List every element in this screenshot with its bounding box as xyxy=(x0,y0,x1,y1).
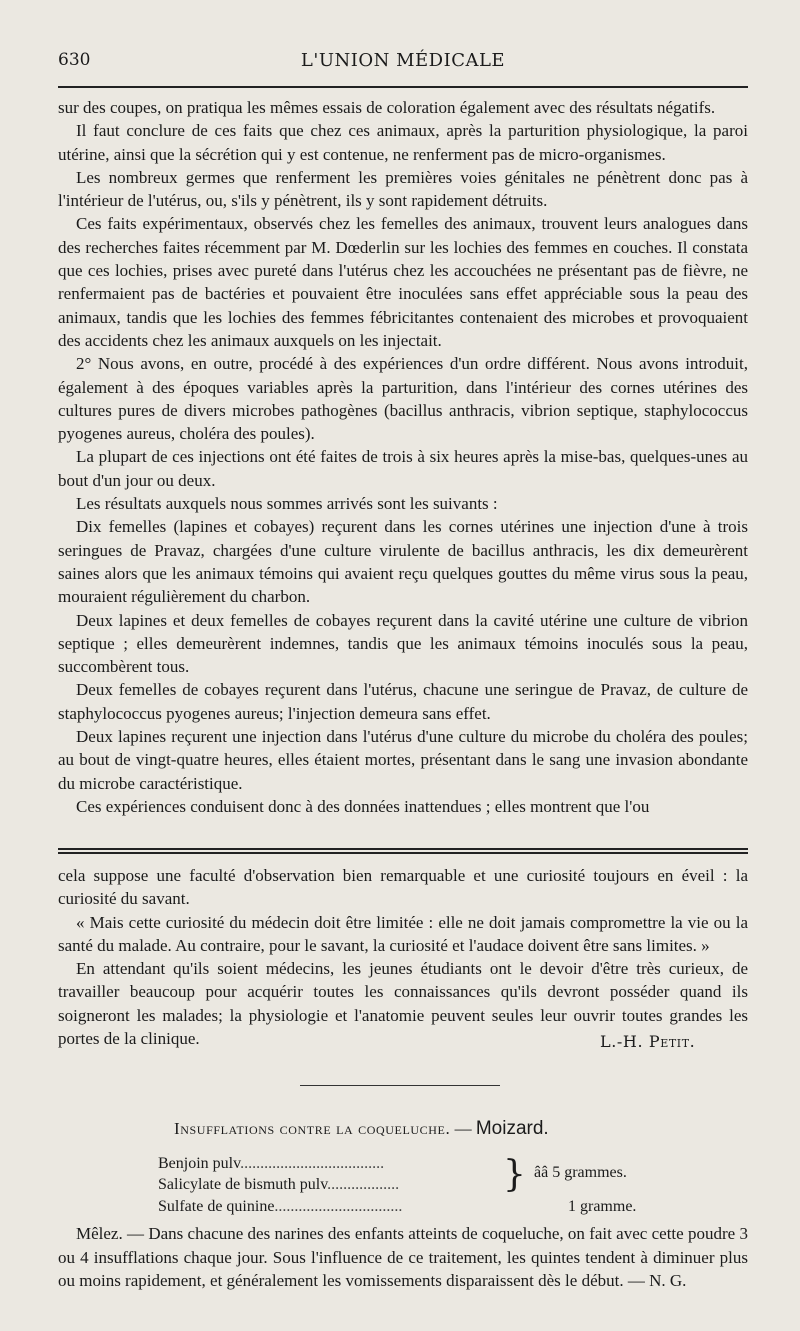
recipe-heading: Insufflations contre la coqueluche. xyxy=(174,1119,451,1138)
upper-article-text xyxy=(58,96,748,818)
paragraph: Il faut conclure de ces faits que chez ces animaux, après la parturition physiologique, la paroi utérine, ainsi que la sécrétion qui y est contenue, ne renferment pas de micro-organismes. xyxy=(58,121,748,164)
recipe-title xyxy=(174,1118,734,1140)
ingredient-name: Sulfate de quinine xyxy=(158,1198,275,1215)
page-header xyxy=(58,50,748,80)
ingredient-line xyxy=(158,1176,399,1194)
leader-dots: ................................ xyxy=(274,1198,403,1215)
ingredient-line xyxy=(158,1155,384,1173)
paragraph: Deux lapines et deux femelles de cobayes reçurent dans la cavité utérine une culture de vibrion septique ; elles demeurèrent indemnes, tandis que les animaux témoins inoculés sous la peau, succombèrent tous. xyxy=(58,610,748,677)
header-rule xyxy=(58,86,748,88)
paragraph: Ces expériences conduisent donc à des données inattendues ; elles montrent que l'ou xyxy=(76,796,650,816)
leader-dots: .................. xyxy=(327,1176,400,1193)
paragraph: « Mais cette curiosité du médecin doit être limitée : elle ne doit jamais compromettre la vie ou la santé du malade. Au contraire, pour le savant, la curiosité et l'audace doivent être sans limites. » xyxy=(58,912,748,955)
ingredient-name: Salicylate de bismuth pulv xyxy=(158,1176,328,1193)
paragraph: 2° Nous avons, en outre, procédé à des expériences d'un ordre différent. Nous avons introduit, également à des époques variables après la parturition, dans l'intérieur des cornes utérines des cultures pures de divers microbes pathogènes (bacillus anthracis, vibrion septique, staphylococcus pyogenes aureus, choléra des poules). xyxy=(58,354,748,444)
leader-dots: .................................... xyxy=(240,1155,385,1172)
paragraph: En attendant qu'ils soient médecins, les jeunes étudiants ont le devoir d'être très curieux, de travailler beaucoup pour acquérir toutes les connaissances qu'ils devront posséder quand ils soigneront les malades; la physiologie et l'anatomie peuvent seules leur ouvrir toutes grandes les portes de la clinique. xyxy=(58,959,748,1049)
ingredient-line xyxy=(158,1198,402,1216)
author-signature: L.-H. Petit. xyxy=(600,1032,696,1051)
shared-quantity: ââ 5 grammes. xyxy=(534,1164,627,1181)
paragraph: La plupart de ces injections ont été faites de trois à six heures après la mise-bas, quelques-unes au bout d'un jour ou deux. xyxy=(58,447,748,490)
paragraph: Les nombreux germes que renferment les premières voies génitales ne pénètrent donc pas à l'intérieur de l'utérus, ou, s'ils y pénètrent, ils y sont rapidement détruits. xyxy=(58,167,748,211)
curly-brace: } xyxy=(503,1154,526,1195)
recipe-author: Moizard. xyxy=(475,1118,549,1139)
paragraph: sur des coupes, on pratiqua les mêmes essais de coloration également avec des résultats négatifs. xyxy=(58,98,716,117)
recipe-dash: — xyxy=(454,1119,472,1138)
section-divider xyxy=(58,848,748,854)
paragraph: Les résultats auxquels nous sommes arrivés sont les suivants : xyxy=(76,494,498,514)
paragraph: Dix femelles (lapines et cobayes) reçurent dans les cornes utérines une injection d'une à trois seringues de Pravaz, chargées d'une culture virulente de bacillus anthracis, les dix demeurèrent saines alors que les animaux témoins qui avaient reçu quelques gouttes du même virus sous la peau, mouraient régulièrement du charbon. xyxy=(58,517,748,607)
paragraph: cela suppose une faculté d'observation bien remarquable et une curiosité toujours en éveil : la curiosité du savant. xyxy=(58,866,748,909)
recipe-instructions: Mêlez. — Dans chacune des narines des enfants atteints de coqueluche, on fait avec cette poudre 3 ou 4 insufflations chaque jour. Sous l'influence de ce traitement, les quintes tendent à diminuer plus ou moins rapidement, et généralement les vomissements disparaissent dès le début. — N. G. xyxy=(58,1224,748,1290)
journal-title: L'UNION MÉDICALE xyxy=(300,50,506,71)
page-number: 630 xyxy=(58,50,91,70)
short-divider xyxy=(300,1085,500,1086)
paragraph: Deux lapines reçurent une injection dans l'utérus d'une culture du microbe du choléra des poules; au bout de vingt-quatre heures, elles étaient mortes, présentant dans le sang une invasion abondante du microbe caractéristique. xyxy=(58,727,748,793)
paragraph: Ces faits expérimentaux, observés chez les femelles des animaux, trouvent leurs analogues dans des recherches faites récemment par M. Dœderlin sur les lochies des femmes en couches. Il constata que ces lochies, prises avec pureté dans l'utérus chez les accouchées ne présentant pas de fièvre, ne renfermaient pas de bactéries et pouvaient être inoculées sans effet appréciable sous la peau des animaux, tandis que les lochies des femmes fébricitantes contenaient des microbes et provoquaient des accidents chez les animaux auxquels on les injectait. xyxy=(58,214,748,350)
lower-article-text xyxy=(58,864,748,1050)
quinine-quantity: 1 gramme. xyxy=(568,1198,637,1215)
paragraph: Deux femelles de cobayes reçurent dans l'utérus, chacune une seringue de Pravaz, de culture de staphylococcus pyogenes aureus; l'injection demeura sans effet. xyxy=(58,680,748,723)
ingredient-name: Benjoin pulv xyxy=(158,1155,241,1172)
